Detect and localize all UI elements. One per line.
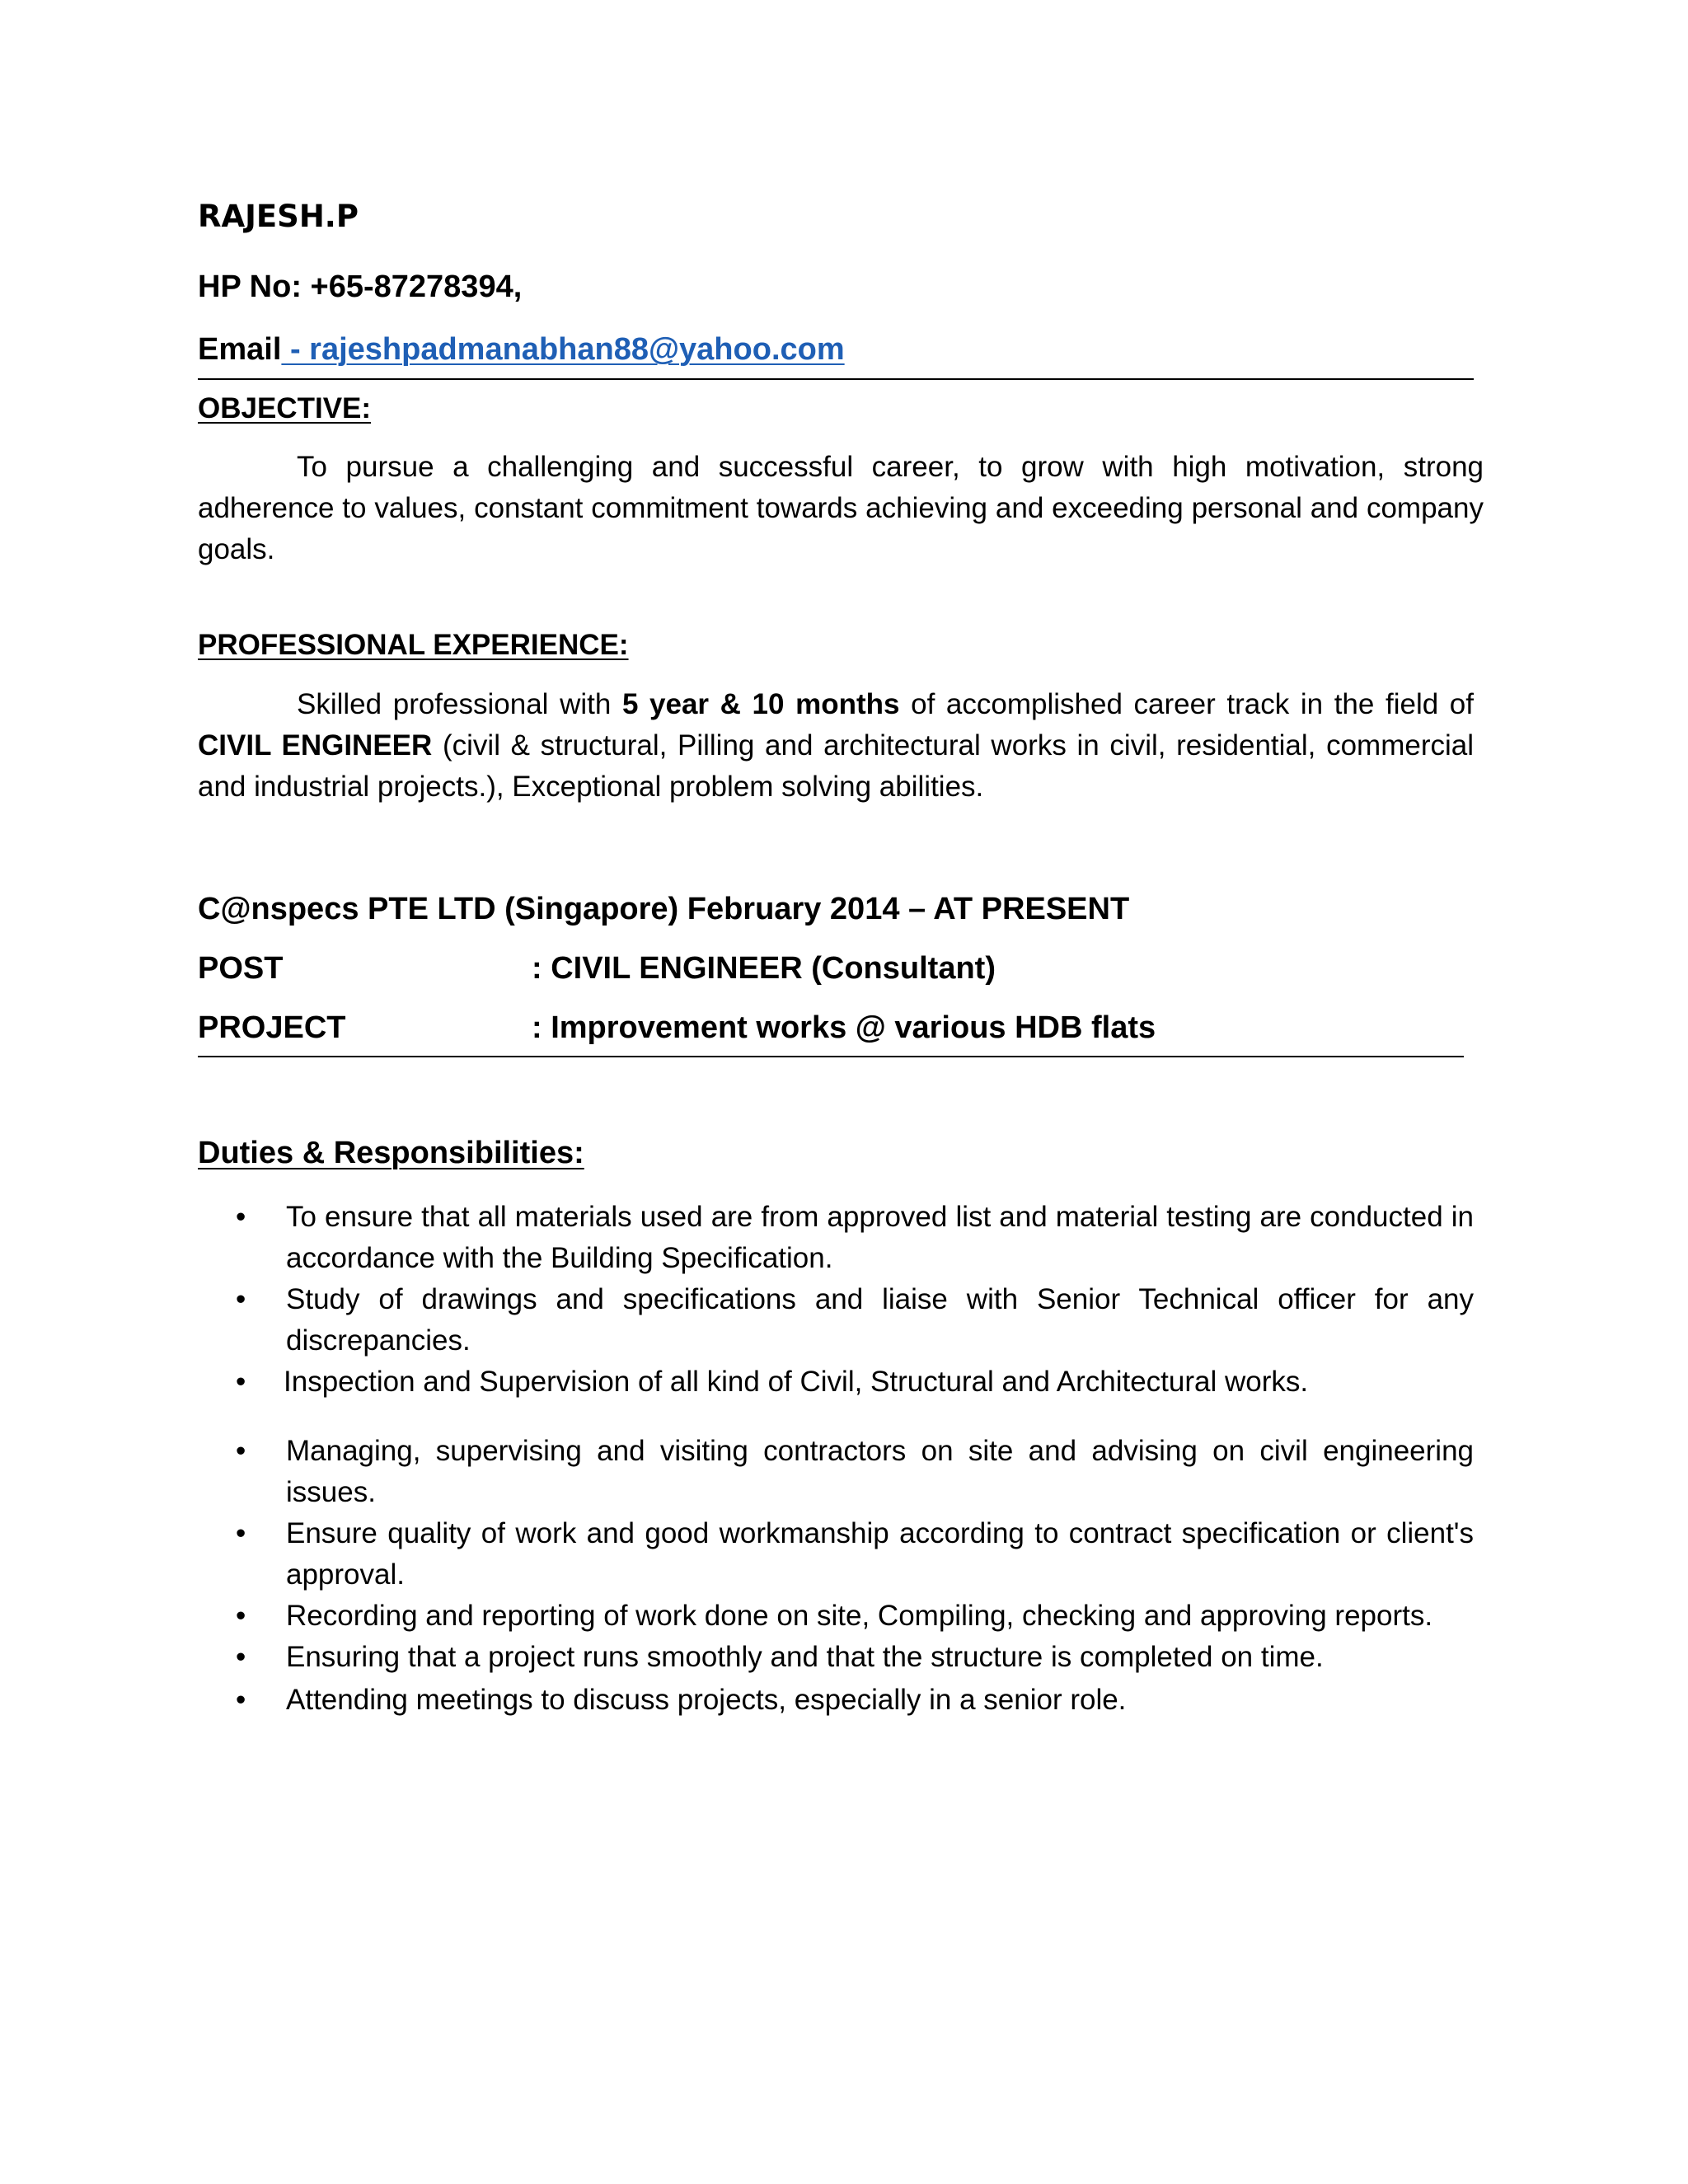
bullet-icon: • (236, 1435, 246, 1467)
list-item-text: Managing, supervising and visiting contractors on site and advising on civil engineering issues. (286, 1435, 1474, 1508)
bullet-icon: • (236, 1283, 246, 1315)
bullet-icon: • (236, 1517, 246, 1549)
project-value: : Improvement works @ various HDB flats (532, 1010, 1156, 1045)
email-line (198, 332, 845, 368)
bullet-icon: • (236, 1366, 246, 1398)
list-item-text: To ensure that all materials used are from approved list and material testing are conducted in accordance with the Building Specification. (286, 1201, 1474, 1274)
post-value: : CIVIL ENGINEER (Consultant) (532, 951, 996, 986)
bullet-icon: • (236, 1600, 246, 1632)
list-item-text: Ensure quality of work and good workmanship according to contract specification or client's approval. (286, 1517, 1474, 1591)
company-line: C@nspecs PTE LTD (Singapore) February 2014 – AT PRESENT (198, 892, 1130, 926)
experience-text-3: (civil & structural, Pilling and architectural works in civil, residential, commercial and industrial projects.), Exceptional problem solving abilities. (198, 729, 1474, 803)
bullet-icon: • (236, 1201, 246, 1233)
experience-role: CIVIL ENGINEER (198, 729, 433, 762)
list-item-text: Inspection and Supervision of all kind of Civil, Structural and Architectural works. (284, 1366, 1309, 1398)
phone-number: HP No: +65-87278394, (198, 269, 523, 304)
objective-text: To pursue a challenging and successful career, to grow with high motivation, strong adherence to values, constant commitment towards achieving and exceeding personal and company goals. (198, 451, 1484, 565)
project-label: PROJECT (198, 1010, 346, 1045)
list-item-text: Ensuring that a project runs smoothly and that the structure is completed on time. (286, 1641, 1324, 1673)
list-item-text: Attending meetings to discuss projects, especially in a senior role. (286, 1684, 1127, 1716)
header-divider (198, 378, 1474, 380)
job-divider (198, 1056, 1464, 1057)
experience-heading: PROFESSIONAL EXPERIENCE: (198, 629, 629, 661)
email-label: Email (198, 332, 282, 367)
candidate-name: RAJESH.P (198, 199, 359, 234)
experience-text-2: of accomplished career track in the field of (899, 688, 1474, 720)
experience-text-1: Skilled professional with (297, 688, 622, 720)
post-label: POST (198, 951, 284, 986)
list-item-text: Recording and reporting of work done on site, Compiling, checking and approving reports. (286, 1600, 1433, 1632)
bullet-icon: • (236, 1641, 246, 1673)
experience-summary (198, 684, 1474, 808)
list-item-text: Study of drawings and specifications and liaise with Senior Technical officer for any discrepancies. (286, 1283, 1474, 1357)
experience-duration: 5 year & 10 months (621, 688, 900, 720)
objective-heading: OBJECTIVE: (198, 392, 372, 424)
duties-heading: Duties & Responsibilities: (198, 1136, 584, 1170)
email-link[interactable]: - rajeshpadmanabhan88@yahoo.com (281, 332, 845, 367)
bullet-icon: • (236, 1684, 246, 1716)
